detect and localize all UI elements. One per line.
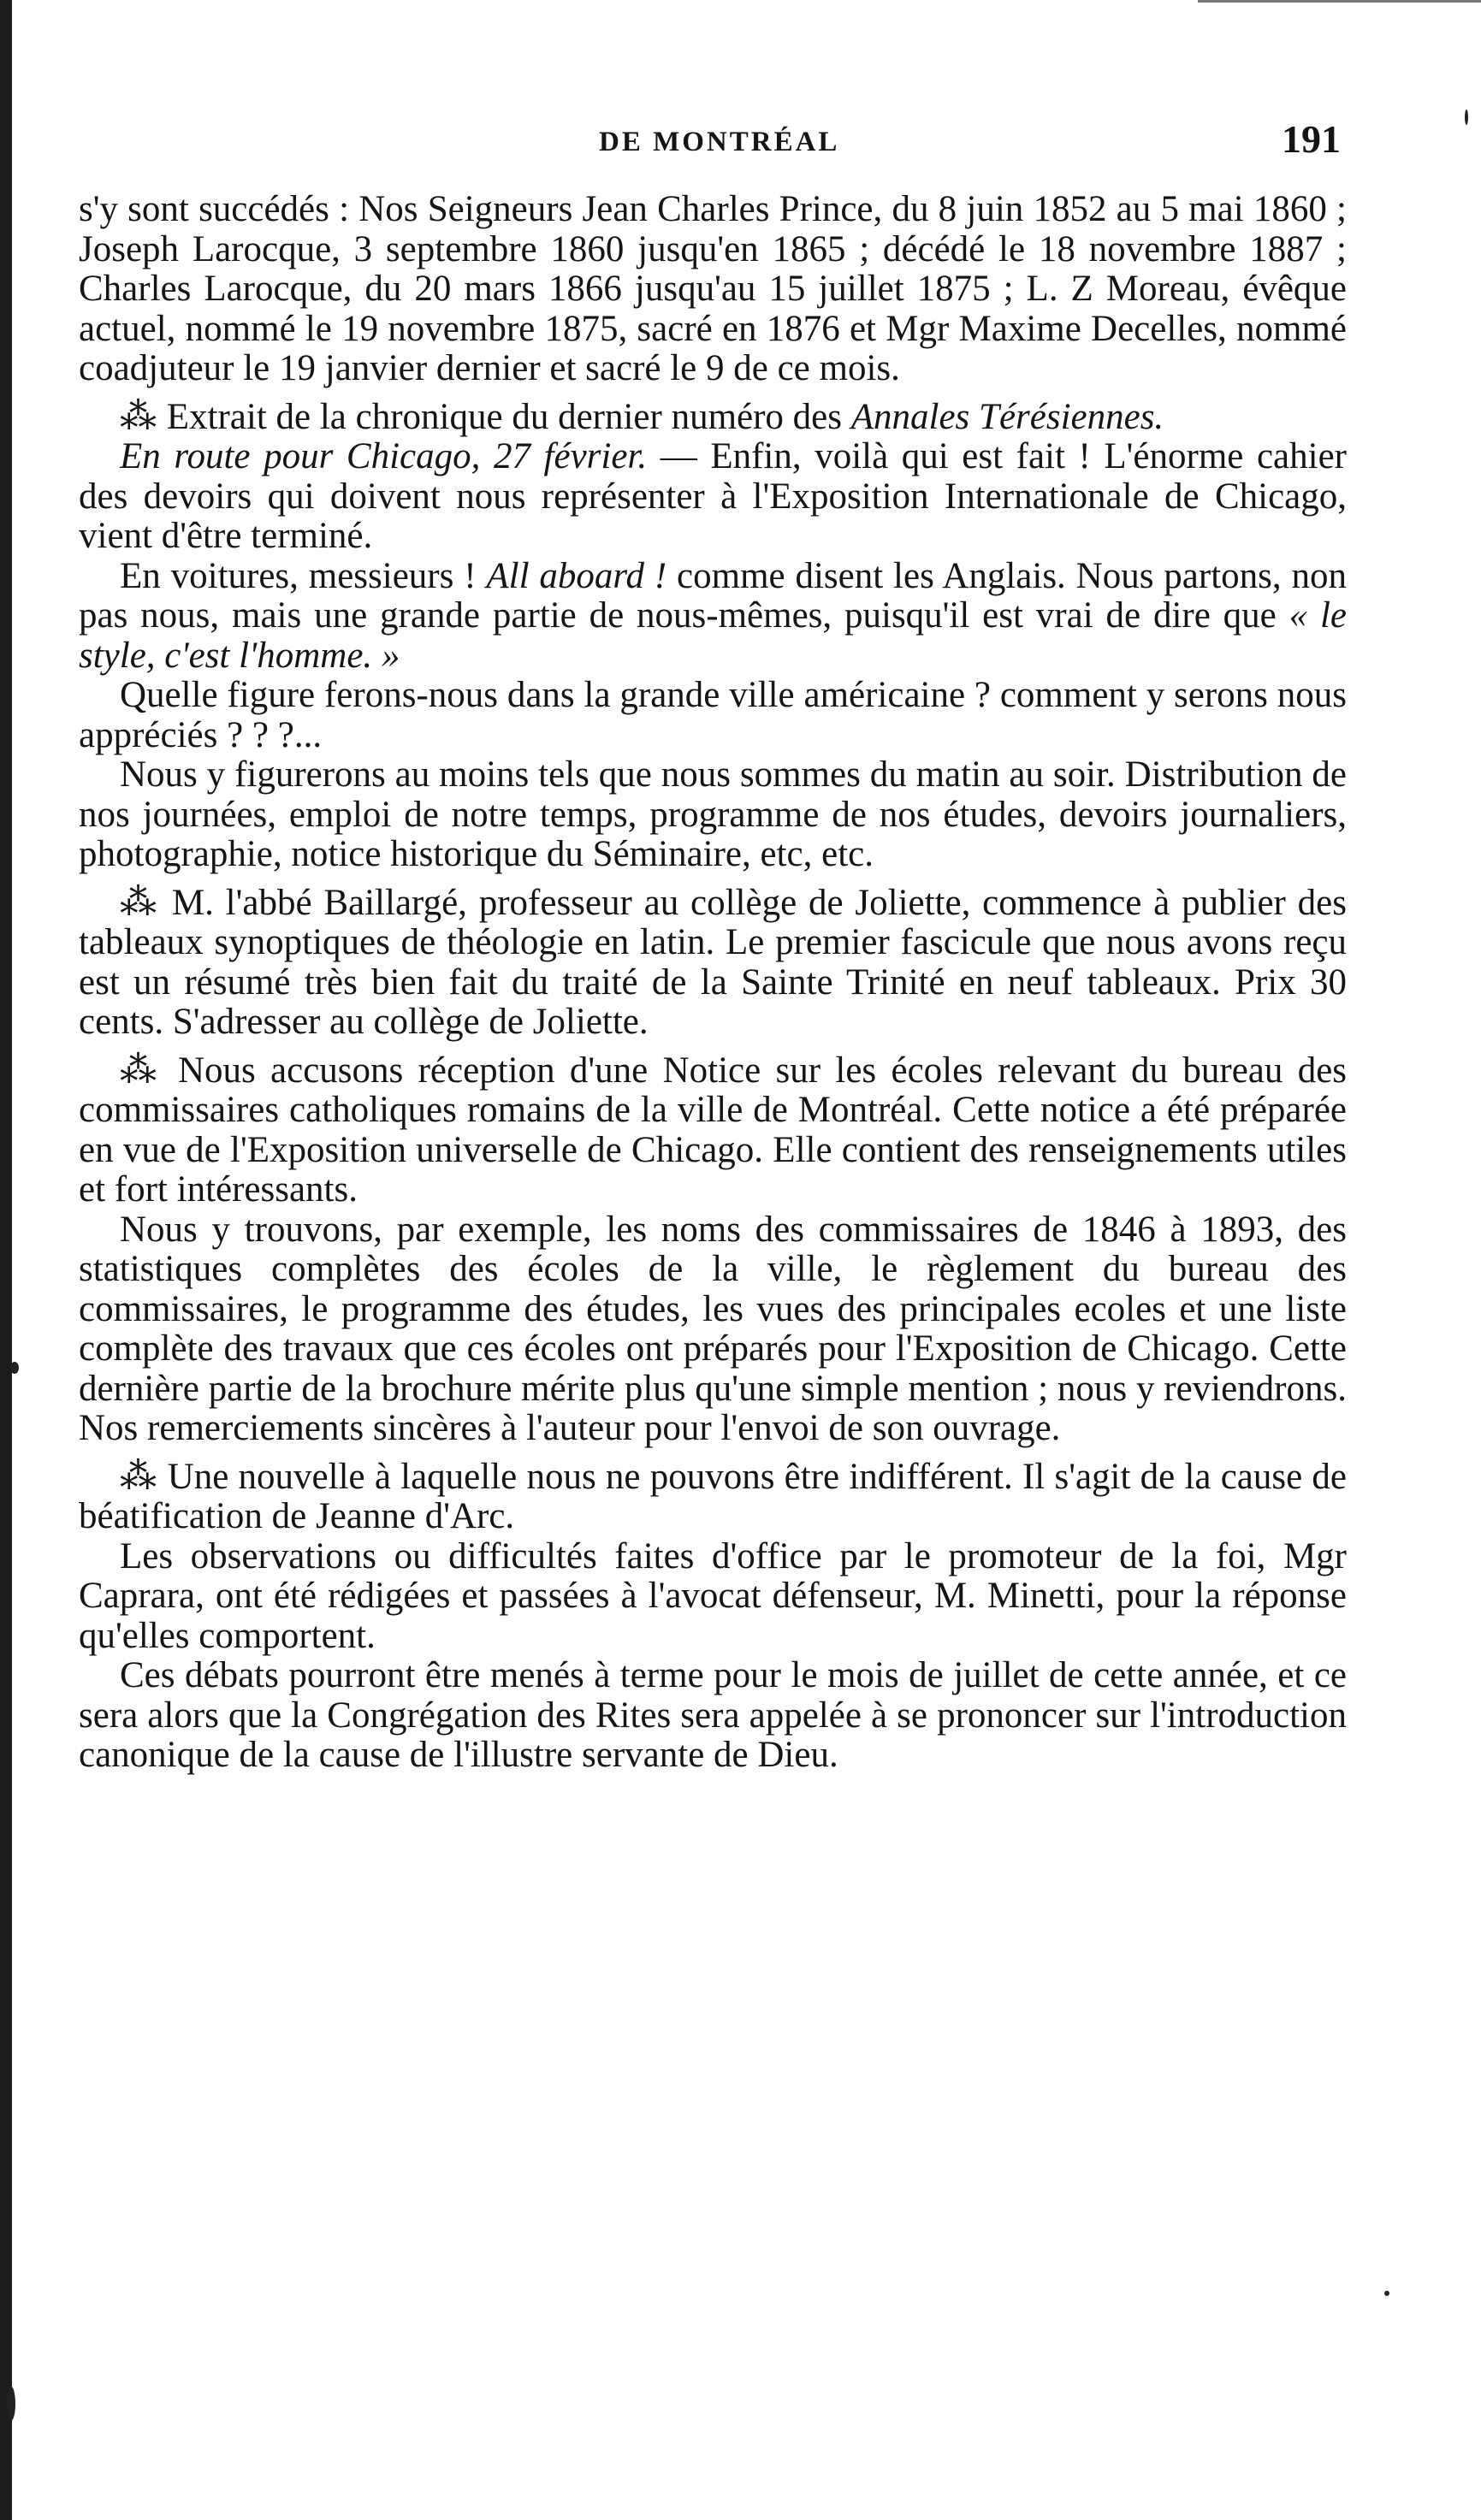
dateline: En route pour Chicago, 27 février. xyxy=(120,436,648,476)
paragraph-chicago xyxy=(79,437,1347,557)
annales-title: Annales Térésiennes. xyxy=(850,396,1164,437)
all-aboard: All aboard ! xyxy=(486,555,667,596)
chicago-text: — Enfin, voilà qui est fait ! L'énorme cahier des devoirs qui doivent nous représenter à l'Exposition Internationale de Chicago, vient d'être terminé. xyxy=(79,436,1347,556)
voitures-text-b: comme disent les Anglais. Nous partons, non pas nous, mais une grande partie de nous-mêmes, puisqu'il est vrai de dire que xyxy=(79,555,1347,636)
jeanne-text: Une nouvelle à laquelle nous ne pouvons être indifférent. Il s'agit de la cause de béatification de Jeanne d'Arc. xyxy=(79,1456,1347,1536)
ink-speck xyxy=(10,1362,19,1374)
ink-speck xyxy=(7,2387,15,2421)
voitures-text-a: En voitures, messieurs ! xyxy=(120,555,487,596)
asterism-icon: ⁂ xyxy=(120,882,161,923)
paragraph-baillarge xyxy=(79,884,1347,1043)
page-header xyxy=(0,117,1481,171)
paragraph-jeanne xyxy=(79,1458,1347,1537)
paragraph-notice xyxy=(79,1051,1347,1210)
asterism-icon: ⁂ xyxy=(120,1456,158,1497)
asterism-icon: ⁂ xyxy=(120,1050,163,1091)
baillarge-text: M. l'abbé Baillargé, professeur au collège de Joliette, commence à publier des tableaux synoptiques de théologie en latin. Le premier fascicule que nous avons reçu est un résumé très bien fait du traité de la Sainte Trinité en neuf tableaux. Prix 30 cents. S'adresser au collège de Joliette. xyxy=(79,882,1348,1042)
paragraph-debats: Ces débats pourront être menés à terme pour le mois de juillet de cette année, et ce sera alors que la Congrégation des Rites sera appelée à se prononcer sur l'introduction canonique de la cause de l'illustre servante de Dieu. xyxy=(79,1655,1347,1775)
page-number: 191 xyxy=(1282,117,1341,161)
asterism-icon: ⁂ xyxy=(120,396,157,437)
paragraph-voitures xyxy=(79,557,1347,677)
running-title: DE MONTRÉAL xyxy=(599,127,840,157)
notice-text: Nous accusons réception d'une Notice sur les écoles relevant du bureau des commissaires catholiques romains de la ville de Montréal. Cette notice a été préparée en vue de l'Exposition universelle de Chicago. Elle contient des renseignements utiles et fort intéressants. xyxy=(79,1050,1348,1210)
paragraph-figurerons: Nous y figurerons au moins tels que nous sommes du matin au soir. Distribution de nos journées, emploi de notre temps, programme de nos études, devoirs journaliers, photographie, notice historique du Séminaire, etc, etc. xyxy=(79,754,1347,874)
ink-speck xyxy=(1384,2291,1389,2296)
page-body xyxy=(79,190,1347,1776)
paragraph-figure: Quelle figure ferons-nous dans la grande ville américaine ? comment y serons nous appréciés ? ? ?... xyxy=(79,675,1347,755)
style-quote: « le style, c'est l'homme. » xyxy=(79,595,1347,676)
page-edge-shadow xyxy=(0,0,12,2520)
page-top-edge xyxy=(1198,0,1481,3)
paragraph-annales xyxy=(79,398,1347,438)
paragraph-bishops: s'y sont succédés : Nos Seigneurs Jean Charles Prince, du 8 juin 1852 au 5 mai 1860 ; Joseph Larocque, 3 septembre 1860 jusqu'en 1865 ; décédé le 18 novembre 1887 ; Charles Larocque, du 20 mars 1866 jusqu'au 15 juillet 1875 ; L. Z Moreau, évêque actuel, nommé le 19 novembre 1875, sacré en 1876 et Mgr Maxime Decelles, nommé coadjuteur le 19 janvier dernier et sacré le 9 de ce mois. xyxy=(79,189,1347,388)
paragraph-trouvons: Nous y trouvons, par exemple, les noms des commissaires de 1846 à 1893, des statistiques complètes des écoles de la ville, le règlement du bureau des commissaires, le programme des études, les vues des principales ecoles et une liste complète des travaux que ces écoles ont préparés pour l'Exposition de Chicago. Cette dernière partie de la brochure mérite plus qu'une simple mention ; nous y reviendrons. Nos remerciements sincères à l'auteur pour l'envoi de son ouvrage. xyxy=(79,1209,1347,1448)
paragraph-observations: Les observations ou difficultés faites d'office par le promoteur de la foi, Mgr Caprara, ont été rédigées et passées à l'avocat défenseur, M. Minetti, pour la réponse qu'elles comportent. xyxy=(79,1535,1347,1656)
annales-intro-text: Extrait de la chronique du dernier numéro des xyxy=(166,396,851,437)
